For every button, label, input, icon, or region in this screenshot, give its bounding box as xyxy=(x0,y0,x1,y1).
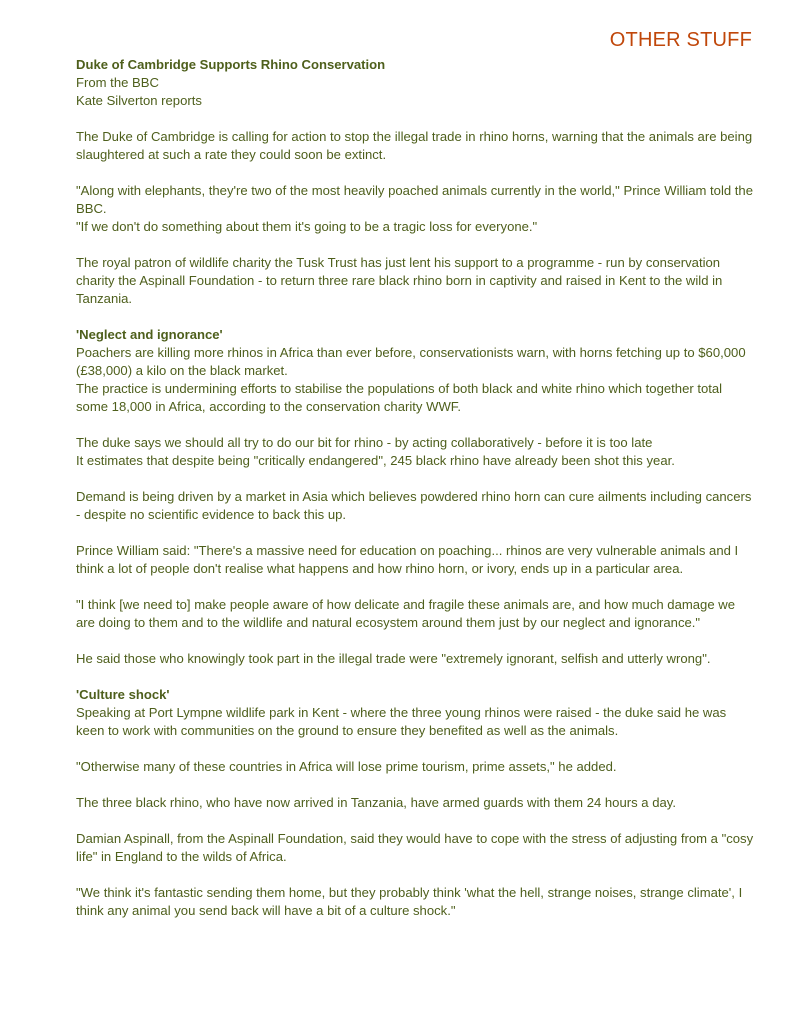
section-label: OTHER STUFF xyxy=(609,29,752,51)
paragraph-line: The practice is undermining efforts to stabilise the populations of both black and white rhino which together total some 18,000 in Africa, according to the conservation charity WWF. xyxy=(76,381,723,414)
paragraph-line: The Duke of Cambridge is calling for action to stop the illegal trade in rhino horns, warning that the animals are being slaughtered at such a rate they could soon be extinct. xyxy=(76,129,753,162)
section-culture-shock xyxy=(76,686,756,920)
paragraph xyxy=(76,758,756,776)
paragraph xyxy=(76,596,756,632)
paragraph xyxy=(76,488,756,524)
paragraph-line: Poachers are killing more rhinos in Africa than ever before, conservationists warn, with horns fetching up to $60,000 (£38,000) a kilo on the black market. xyxy=(76,345,746,378)
paragraph xyxy=(76,344,756,416)
paragraph xyxy=(76,650,756,668)
article-header xyxy=(76,56,756,110)
section-body xyxy=(76,344,756,668)
paragraph xyxy=(76,794,756,812)
paragraph-line: "We think it's fantastic sending them home, but they probably think 'what the hell, strange noises, strange climate', I think any animal you send back will have a bit of a culture shock." xyxy=(76,885,743,918)
section-neglect xyxy=(76,326,756,668)
paragraph xyxy=(76,254,756,308)
article-title: Duke of Cambridge Supports Rhino Conservation xyxy=(76,57,386,72)
paragraph-line: He said those who knowingly took part in the illegal trade were "extremely ignorant, selfish and utterly wrong". xyxy=(76,651,711,666)
paragraph-line: It estimates that despite being "critically endangered", 245 black rhino have already been shot this year. xyxy=(76,453,675,468)
section-heading: 'Neglect and ignorance' xyxy=(76,327,223,342)
paragraph-line: The royal patron of wildlife charity the Tusk Trust has just lent his support to a programme - run by conservation charity the Aspinall Foundation - to return three rare black rhino born in captivity and raised in Kent to the wild in Tanzania. xyxy=(76,255,723,306)
paragraph-line: Demand is being driven by a market in Asia which believes powdered rhino horn can cure ailments including cancers - despite no scientific evidence to back this up. xyxy=(76,489,752,522)
article-source: From the BBC xyxy=(76,75,159,90)
paragraph xyxy=(76,704,756,740)
paragraph-line: The duke says we should all try to do our bit for rhino - by acting collaboratively - before it is too late xyxy=(76,435,653,450)
article-reporter: Kate Silverton reports xyxy=(76,93,202,108)
paragraph xyxy=(76,542,756,578)
paragraph xyxy=(76,128,756,164)
paragraph xyxy=(76,884,756,920)
paragraph-line: "I think [we need to] make people aware of how delicate and fragile these animals are, and how much damage we are doing to them and to the wildlife and natural ecosystem around them just by our neglect and ignorance." xyxy=(76,597,735,630)
paragraph xyxy=(76,434,756,470)
paragraph-line: Damian Aspinall, from the Aspinall Foundation, said they would have to cope with the stress of adjusting from a "cosy life" in England to the wilds of Africa. xyxy=(76,831,754,864)
paragraph-line: "Along with elephants, they're two of the most heavily poached animals currently in the world," Prince William told the BBC. xyxy=(76,183,753,216)
paragraph-line: "Otherwise many of these countries in Africa will lose prime tourism, prime assets," he added. xyxy=(76,759,617,774)
article-intro xyxy=(76,128,756,308)
paragraph-line: The three black rhino, who have now arrived in Tanzania, have armed guards with them 24 hours a day. xyxy=(76,795,676,810)
paragraph xyxy=(76,830,756,866)
paragraph-line: "If we don't do something about them it's going to be a tragic loss for everyone." xyxy=(76,219,538,234)
paragraph xyxy=(76,182,756,236)
section-body xyxy=(76,704,756,920)
paragraph-line: Prince William said: "There's a massive need for education on poaching... rhinos are very vulnerable animals and I think a lot of people don't realise what happens and how rhino horn, or ivory, ends up in a particular area. xyxy=(76,543,739,576)
paragraph-line: Speaking at Port Lympne wildlife park in Kent - where the three young rhinos were raised - the duke said he was keen to work with communities on the ground to ensure they benefited as well as the animals. xyxy=(76,705,727,738)
article xyxy=(76,56,756,938)
section-heading: 'Culture shock' xyxy=(76,687,170,702)
